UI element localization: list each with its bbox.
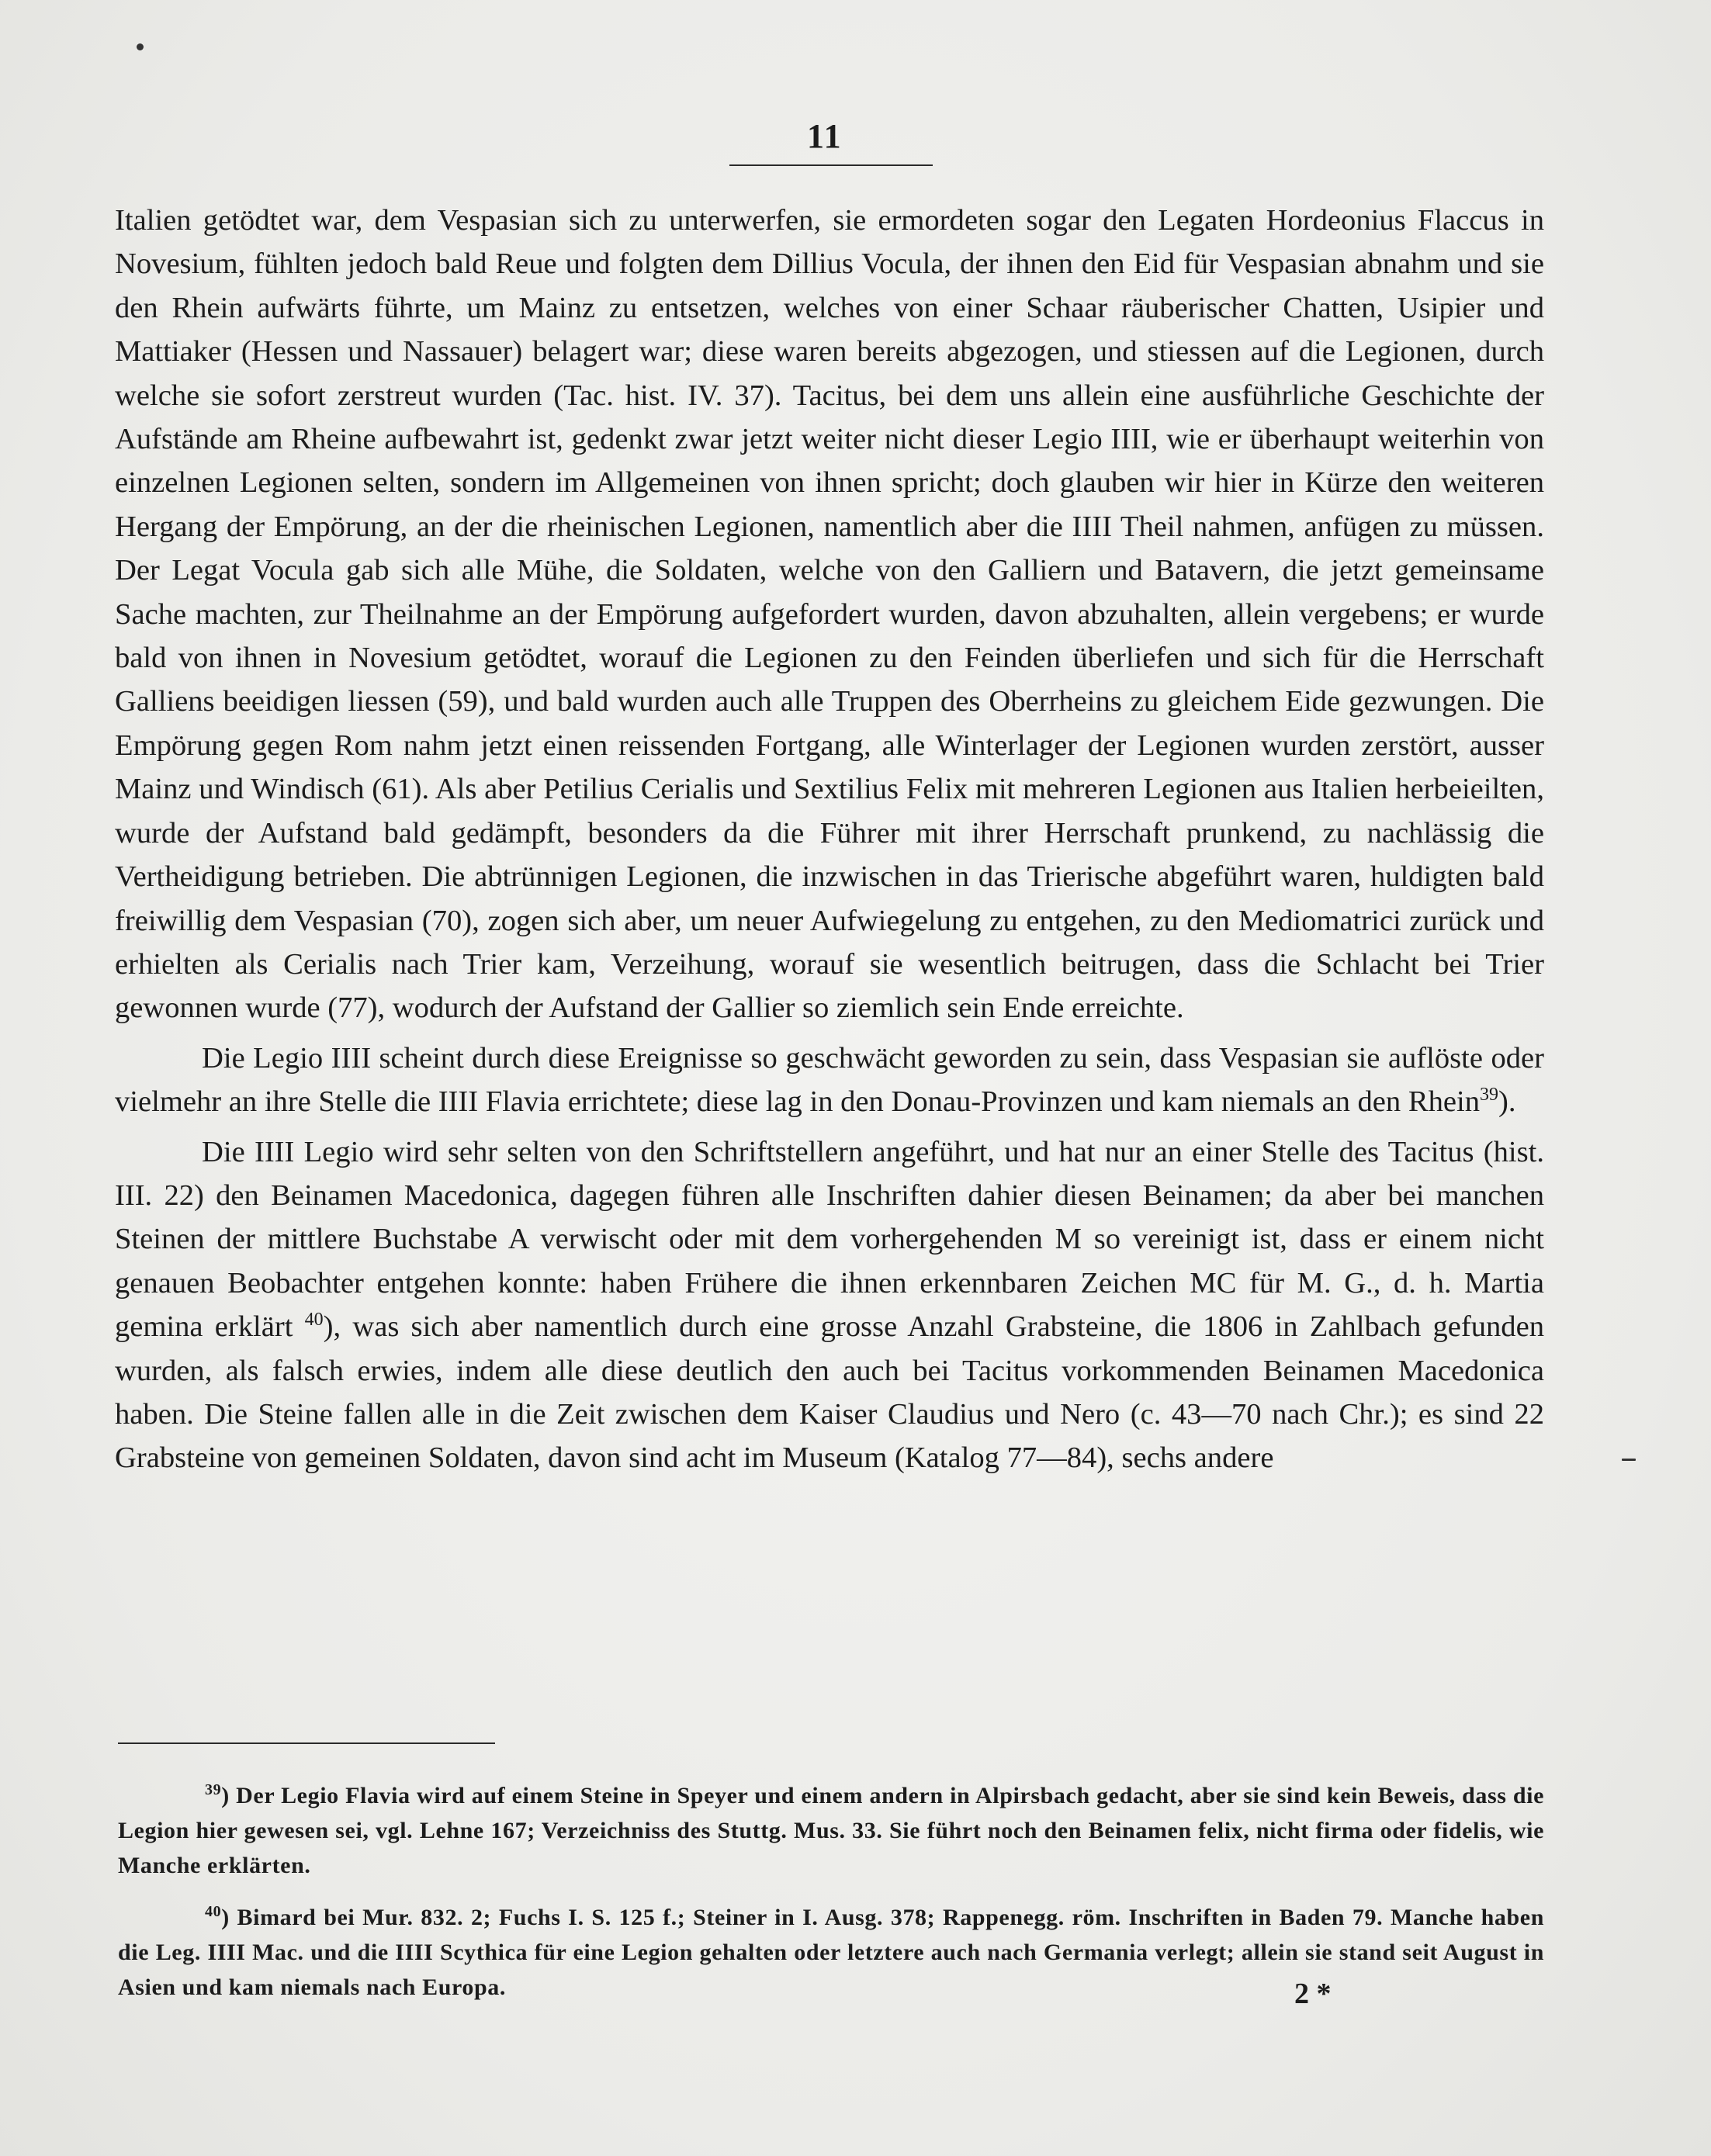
paragraph-2-end: ).: [1498, 1085, 1516, 1119]
sheet-signature: 2 *: [1294, 1978, 1332, 2010]
main-text: [115, 199, 1544, 1480]
footnote-ref-40[interactable]: 40: [304, 1310, 324, 1331]
paragraph-2-text: Die Legio IIII scheint durch diese Ereignisse so geschwächt geworden zu sein, dass Vespasian sie auflöste oder vielmehr an ihre Stelle die IIII Flavia errichtete; diese lag in den Donau-Provinzen und kam niemals an den Rhein: [115, 1041, 1544, 1119]
footnote-ref-39[interactable]: 39: [1480, 1085, 1499, 1106]
paragraph-3-text-a: Die IIII Legio wird sehr selten von den Schriftstellern angeführt, und hat nur an einer Stelle des Tacitus (hist. III. 22) den Beinamen Macedonica, dagegen führen alle Inschriften dahier diesen Beinamen; da aber bei manchen Steinen der mittlere Buchstabe A verwischt oder mit dem vorhergehenden M so vereinigt ist, dass er einem nicht genauen Beobachter entgehen konnte: haben Frühere die ihnen erkennbaren Zeichen MC für M. G., d. h. Martia gemina erklärt: [115, 1135, 1544, 1344]
footnote-rule: [118, 1742, 495, 1744]
paragraph-1-text: Italien getödtet war, dem Vespasian sich zu unterwerfen, sie ermordeten sogar den Legaten Hordeonius Flaccus in Novesium, fühlten jedoch bald Reue und folgten dem Dillius Vocula, der ihnen den Eid für Vespasian abnahm und sie den Rhein aufwärts führte, um Mainz zu entsetzen, welches von einer Schaar räuberischer Chatten, Usipier und Mattiaker (Hessen und Nassauer) belagert war; diese waren bereits abgezogen, und stiessen auf die Legionen, durch welche sie sofort zerstreut wurden (Tac. hist. IV. 37). Tacitus, bei dem uns allein eine ausführliche Geschichte der Aufstände am Rheine aufbewahrt ist, gedenkt zwar jetzt weiter nicht dieser Legio IIII, wie er überhaupt weiterhin von einzelnen Legionen selten, sondern im Allgemeinen von ihnen spricht; doch glauben wir hier in Kürze den weiteren Hergang der Empörung, an der die rheinischen Legionen, namentlich aber die IIII Theil nahmen, anfügen zu müssen. Der Legat Vocula gab sich alle Mühe, die Soldaten, welche von den Galliern und Batavern, die jetzt gemeinsame Sache machten, zur Theilnahme an der Empörung aufgefordert wurden, davon abzuhalten, allein vergebens; er wurde bald von ihnen in Novesium getödtet, worauf die Legionen zu den Feinden überliefen und sich für die Herrschaft Galliens beeidigen liessen (59), und bald wurden auch alle Truppen des Oberrheins zu gleichem Eide gezwungen. Die Empörung gegen Rom nahm jetzt einen reissenden Fortgang, alle Winterlager der Legionen wurden zerstört, ausser Mainz und Windisch (61). Als aber Petilius Cerialis und Sextilius Felix mit mehreren Legionen aus Italien herbeieilten, wurde der Aufstand bald gedämpft, besonders da die Führer mit ihrer Herrschaft prunkend, zu nachlässig die Vertheidigung betrieben. Die abtrünnigen Legionen, die inzwischen in das Trierische abgeführt waren, huldigten bald freiwillig dem Vespasian (70), zogen sich aber, um neuer Aufwiegelung zu entgehen, zu den Mediomatrici zurück und erhielten als Cerialis nach Trier kam, Verzeihung, worauf sie wesentlich beitrugen, dass die Schlacht bei Trier gewonnen wurde (77), wodurch der Aufstand der Gallier so ziemlich sein Ende erreichte.: [115, 204, 1544, 1025]
footnote-39: [118, 1778, 1544, 1883]
page-number: 11: [807, 117, 843, 155]
footnote-39-mark: 39: [205, 1781, 222, 1798]
footnote-40-text: ) Bimard bei Mur. 832. 2; Fuchs I. S. 125 f.; Steiner in I. Ausg. 378; Rappenegg. röm. Inschriften in Baden 79. Manche haben die Leg. IIII Mac. und die IIII Scythica für eine Legion gehalten oder letztere auch nach Germania verlegt; allein sie stand seit August in Asien und kam niemals nach Europa.: [118, 1905, 1544, 2000]
paragraph-1: [115, 199, 1544, 1030]
footnotes: [118, 1778, 1544, 2005]
ink-speck: [1622, 1459, 1636, 1461]
footnote-39-text: ) Der Legio Flavia wird auf einem Steine in Speyer und einem andern in Alpirsbach gedacht, aber sie sind kein Beweis, dass die Legion hier gewesen sei, vgl. Lehne 167; Verzeichniss des Stuttg. Mus. 33. Sie führt noch den Beinamen felix, nicht firma oder fidelis, wie Manche erklärten.: [118, 1783, 1544, 1878]
ink-speck: [137, 43, 144, 50]
paragraph-3: [115, 1130, 1544, 1480]
header-rule: [729, 164, 933, 166]
footnote-40-mark: 40: [205, 1903, 222, 1920]
paragraph-3-text-b: ), was sich aber namentlich durch eine grosse Anzahl Grabsteine, die 1806 in Zahlbach gefunden wurden, als falsch erwies, indem alle diese deutlich den auch bei Tacitus vorkommenden Beinamen Macedonica haben. Die Steine fallen alle in die Zeit zwischen dem Kaiser Claudius und Nero (c. 43—70 nach Chr.); es sind 22 Grabsteine von gemeinen Soldaten, davon sind acht im Museum (Katalog 77—84), sechs andere: [115, 1310, 1545, 1475]
paragraph-2: [115, 1036, 1544, 1124]
